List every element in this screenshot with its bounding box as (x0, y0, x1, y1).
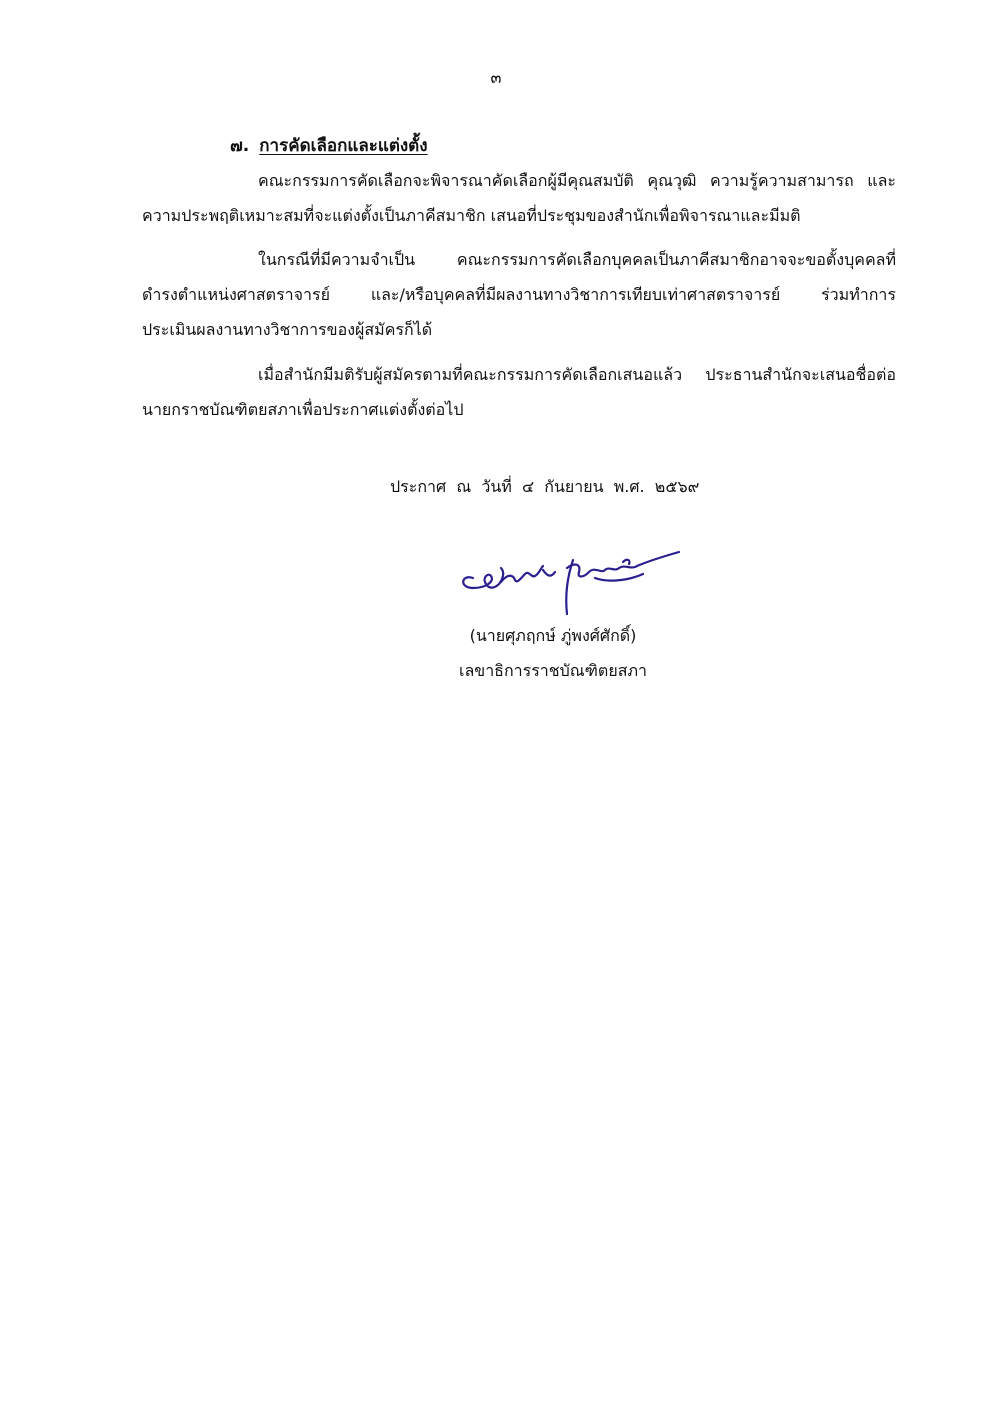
paragraph-1-line-2: ความประพฤติเหมาะสมที่จะแต่งตั้งเป็นภาคีสมาชิก เสนอที่ประชุมของสำนักเพื่อพิจารณาและมีมติ (142, 206, 801, 225)
paragraph-3-line-1: เมื่อสำนักมีมติรับผู้สมัครตามที่คณะกรรมการคัดเลือกเสนอแล้ว ประธานสำนักจะเสนอชื่อต่อ (258, 365, 896, 384)
announcement-date: ประกาศ ณ วันที่ ๔ กันยายน พ.ศ. ๒๕๖๙ (390, 477, 700, 496)
page-number: ๓ (490, 68, 502, 87)
signatory-name: (นายศุภฤกษ์ ภู่พงศ์ศักดิ์) (469, 626, 637, 645)
paragraph-2-line-3: ประเมินผลงานทางวิชาการของผู้สมัครก็ได้ (142, 320, 433, 339)
section-number: ๗. (230, 136, 250, 156)
section-title: การคัดเลือกและแต่งตั้ง (259, 136, 428, 156)
paragraph-3-line-2: นายกราชบัณฑิตยสภาเพื่อประกาศแต่งตั้งต่อไป (142, 400, 464, 419)
section-heading (230, 132, 428, 159)
handwritten-signature (455, 548, 685, 618)
paragraph-2-line-2: ดำรงตำแหน่งศาสตราจารย์ และ/หรือบุคคลที่มีผลงานทางวิชาการเทียบเท่าศาสตราจารย์ ร่วมทำการ (142, 285, 896, 304)
signatory-position: เลขาธิการราชบัณฑิตยสภา (458, 661, 647, 680)
paragraph-1-line-1: คณะกรรมการคัดเลือกจะพิจารณาคัดเลือกผู้มีคุณสมบัติ คุณวุฒิ ความรู้ความสามารถ และ (258, 171, 896, 190)
paragraph-2-line-1: ในกรณีที่มีความจำเป็น คณะกรรมการคัดเลือกบุคคลเป็นภาคีสมาชิกอาจจะขอตั้งบุคคลที่ (258, 250, 896, 269)
